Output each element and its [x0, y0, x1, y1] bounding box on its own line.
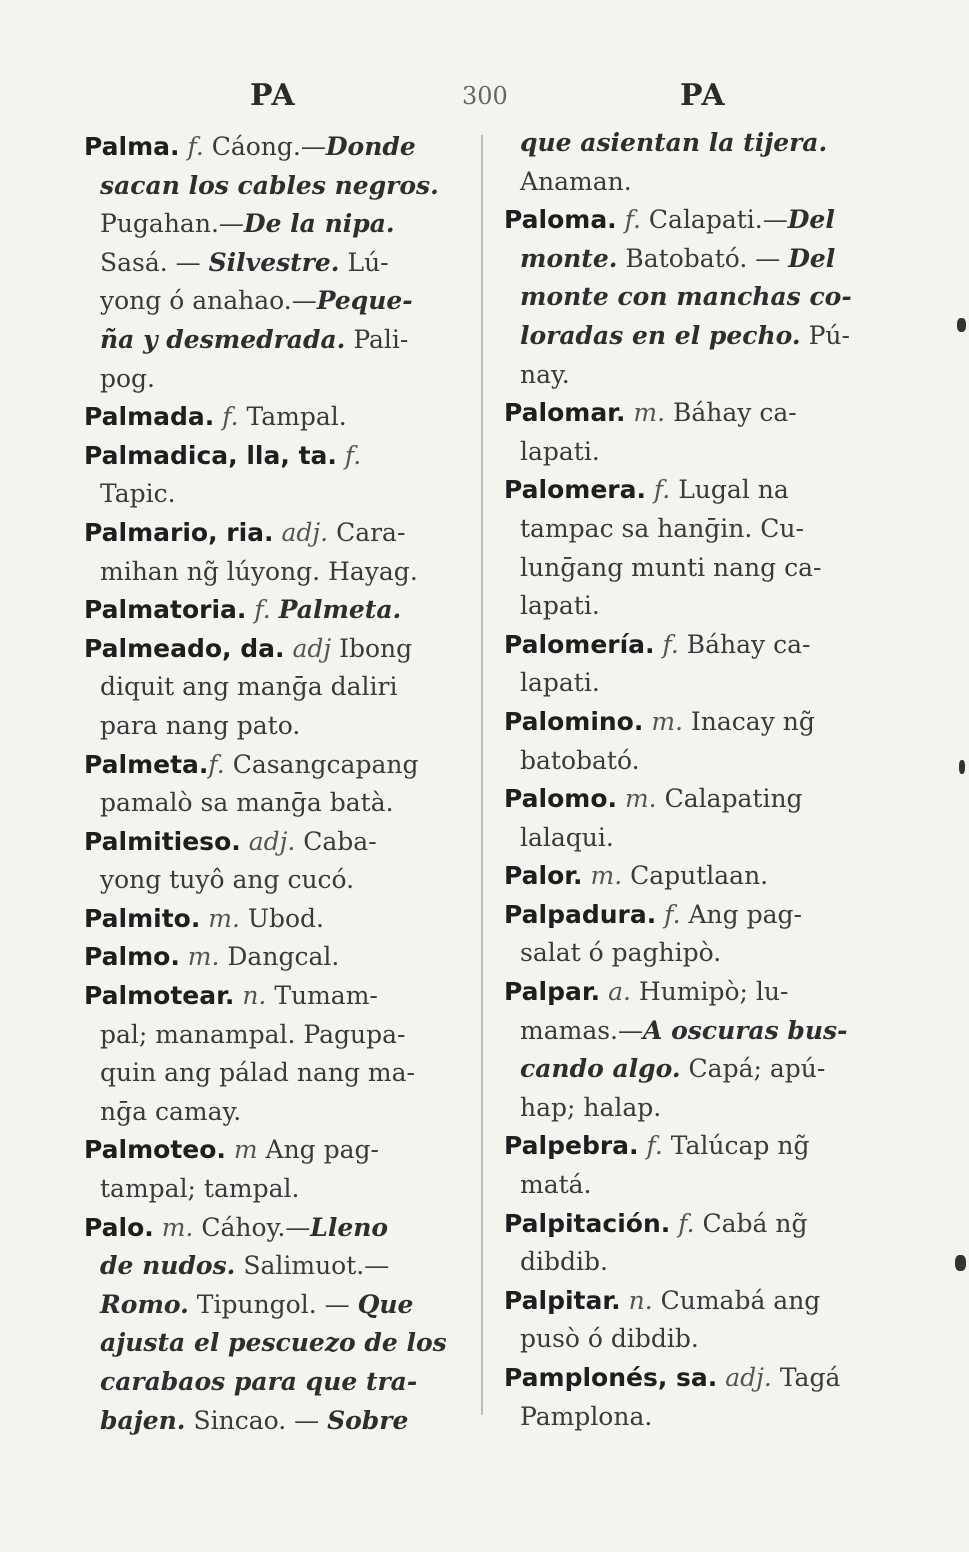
- headword: Palpadura.: [504, 899, 657, 929]
- entry-palmario: Palmario, ria. adj. Cara- mihan ng̃ lúyong. Hayag.: [84, 517, 418, 586]
- left-column: [84, 128, 459, 1440]
- headword: Palmotear.: [84, 981, 235, 1011]
- entry-palmitieso: Palmitieso. adj. Caba- yong tuyô ang cucó.: [84, 826, 377, 895]
- headword: Palpitación.: [504, 1208, 671, 1238]
- entry-pamplones: Pamplonés, sa. adj. Tagá Pamplona.: [504, 1363, 841, 1431]
- entry-palmoteo: Palmoteo. m Ang pag- tampal; tampal.: [84, 1135, 379, 1204]
- headword: Palomo.: [504, 784, 617, 814]
- entry-continuation: que asientan la tijera. Anaman.: [520, 128, 828, 196]
- headword: Palma.: [84, 132, 180, 161]
- entry-palomar: Palomar. m. Báhay ca- lapati.: [504, 398, 797, 466]
- entry-palpitar: Palpitar. n. Cumabá ang pusò ó dibdib.: [504, 1285, 821, 1354]
- entry-palo: Palo. m. Cáhoy.—Lleno de nudos. Salimuot.— Romo. Tipungol. — Que ajusta el pescuezo de los carabaos para que tra- bajen. Sincao. — Sobre: [84, 1212, 447, 1435]
- headword: Paloma.: [504, 205, 617, 235]
- headword: Palmadica, lla, ta.: [84, 440, 337, 470]
- scan-speck: [959, 760, 965, 774]
- headword: Palor.: [504, 861, 583, 891]
- entry-palomera: Palomera. f. Lugal na tampac sa hanḡin. Cu- lunḡang munti nang ca- lapati.: [504, 475, 822, 621]
- headword: Palmada.: [84, 402, 215, 432]
- entry-palmada: Palmada. f. Tampal.: [84, 402, 347, 432]
- scan-speck: [957, 318, 966, 332]
- scan-speck: [955, 1255, 966, 1271]
- headword: Palo.: [84, 1212, 154, 1242]
- running-head-left: PA: [250, 78, 296, 113]
- entry-palpebra: Palpebra. f. Talúcap ng̃ matá.: [504, 1131, 810, 1200]
- headword: Pamplonés, sa.: [504, 1363, 718, 1392]
- headword: Palmo.: [84, 942, 180, 972]
- headword: Palomino.: [504, 706, 644, 736]
- headword: Palmatoria.: [84, 595, 247, 625]
- entry-palmeta: Palmeta.f. Casangcapang pamalò sa manḡa batà.: [84, 749, 419, 818]
- entry-palma: Palma. f. Cáong.—Donde sacan los cables negros. Pugahan.—De la nipa. Sasá. — Silvestre. Lú- yong ó anahao.—Peque- ña y desmedrada. Pali- pog.: [84, 132, 439, 393]
- column-divider: [481, 135, 483, 1415]
- entry-palmotear: Palmotear. n. Tumam- pal; manampal. Pagupa- quin ang pálad nang ma- nḡa camay.: [84, 981, 415, 1126]
- entry-palpadura: Palpadura. f. Ang pag- salat ó paghipò.: [504, 899, 802, 968]
- entry-palmito: Palmito. m. Ubod.: [84, 903, 324, 933]
- headword: Palmeado, da.: [84, 633, 285, 663]
- headword: Palpitar.: [504, 1285, 621, 1315]
- headword: Palomera.: [504, 475, 646, 505]
- headword: Palmitieso.: [84, 826, 241, 856]
- headword: Palmoteo.: [84, 1135, 226, 1165]
- entry-paloma: Paloma. f. Calapati.—Del monte. Batobató. — Del monte con manchas co- loradas en el pecho. Pú- nay.: [504, 205, 852, 389]
- headword: Palomería.: [504, 629, 655, 659]
- page-header: [0, 70, 969, 120]
- headword: Palmario, ria.: [84, 517, 274, 547]
- headword: Palpebra.: [504, 1131, 639, 1161]
- entry-palomeria: Palomería. f. Báhay ca- lapati.: [504, 629, 811, 698]
- right-column: [504, 124, 896, 1436]
- entry-palomo: Palomo. m. Calapating lalaqui.: [504, 784, 803, 852]
- headword: Palmito.: [84, 903, 201, 933]
- page-number: 300: [462, 82, 508, 110]
- running-head-right: PA: [680, 78, 726, 113]
- headword: Palmeta.: [84, 749, 209, 779]
- entry-palmatoria: Palmatoria. f. Palmeta.: [84, 595, 402, 625]
- headword: Palpar.: [504, 977, 601, 1007]
- entry-palpitacion: Palpitación. f. Cabá ng̃ dibdib.: [504, 1208, 808, 1277]
- entry-palomino: Palomino. m. Inacay ng̃ batobató.: [504, 706, 815, 775]
- headword: Palomar.: [504, 398, 626, 428]
- entry-palmo: Palmo. m. Dangcal.: [84, 942, 340, 972]
- entry-palor: Palor. m. Caputlaan.: [504, 861, 769, 891]
- entry-palmadica: Palmadica, lla, ta. f. Tapic.: [84, 440, 362, 509]
- entry-palmeado: Palmeado, da. adj Ibong diquit ang manḡa daliri para nang pato.: [84, 633, 413, 740]
- entry-palpar: Palpar. a. Humipò; lu- mamas.—A oscuras bus- cando algo. Capá; apú- hap; halap.: [504, 977, 848, 1122]
